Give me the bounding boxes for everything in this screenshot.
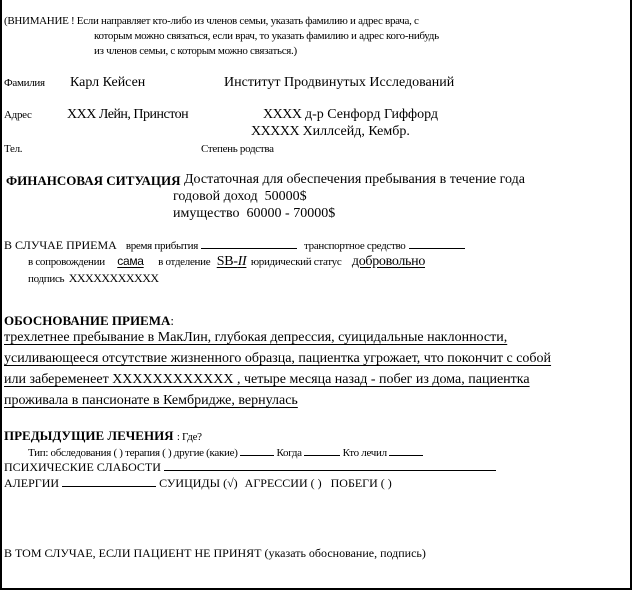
- institution-value: Институт Продвинутых Исследований: [224, 75, 455, 90]
- ward-value-prefix: SB-: [216, 254, 238, 269]
- transport-field[interactable]: [409, 238, 465, 249]
- treatment-type-row: [28, 445, 423, 459]
- signature-value: XXXXXXXXXXX: [68, 271, 159, 285]
- surname-label: Фамилия: [4, 77, 45, 89]
- reason-line-2: [4, 348, 594, 369]
- notice-line-2: которым можно связаться, если врач, то указать фамилию и адрес кого-нибудь: [94, 30, 439, 42]
- treatment-other-field[interactable]: [240, 445, 274, 456]
- phone-label: Тел.: [4, 143, 23, 155]
- where-label: : Где?: [176, 431, 202, 443]
- treatment-who-field[interactable]: [389, 445, 423, 456]
- reason-line-1: [4, 327, 594, 348]
- admission-row-3: [28, 272, 159, 285]
- legal-status-value[interactable]: добровольно: [351, 254, 426, 269]
- mental-weakness-row: [4, 460, 496, 473]
- contact-address-city: Хиллсейд, Кембр.: [302, 124, 410, 139]
- relation-label: Степень родства: [201, 143, 274, 155]
- assets-row: [173, 207, 335, 221]
- treatment-who-label: Кто лечил: [342, 447, 387, 459]
- ward-value-suffix: II: [237, 254, 247, 269]
- reason-heading: [4, 314, 174, 327]
- arrival-time-label: время прибытия: [125, 240, 198, 252]
- notice-line-3: из членов семьи, с которым можно связаться.): [94, 45, 297, 57]
- treatment-when-field[interactable]: [304, 445, 340, 456]
- reason-label: ОБОСНОВАНИЕ ПРИЕМА: [4, 313, 171, 328]
- surname-value: Карл Кейсен: [70, 75, 146, 90]
- previous-treatment-label: ПРЕДЫДУЩИЕ ЛЕЧЕНИЯ: [4, 428, 174, 443]
- suicide-label: СУИЦИДЫ (: [159, 476, 228, 490]
- admission-row-2: [28, 255, 425, 269]
- income-row: [173, 190, 307, 204]
- reason-line-2-text: усиливающееся отсутствие жизненного образца, пациентка угрожает, что покончит с собой: [4, 351, 552, 366]
- admission-row-1: [4, 238, 465, 252]
- treatment-when-label: Когда: [276, 447, 302, 459]
- arrival-time-field[interactable]: [201, 238, 297, 249]
- contact-address-line-1: [263, 108, 438, 122]
- ward-value[interactable]: [217, 254, 247, 269]
- income-value: 50000$: [264, 189, 307, 204]
- financial-label: ФИНАНСОВАЯ СИТУАЦИЯ: [6, 173, 181, 188]
- signature-label: подпись: [28, 273, 65, 285]
- reason-line-4: [4, 390, 594, 411]
- financial-summary: Достаточная для обеспечения пребывания в течение года: [184, 172, 525, 187]
- escapes-label[interactable]: ПОБЕГИ ( ): [330, 476, 392, 490]
- previous-treatment-heading: [4, 429, 202, 443]
- assets-value: 60000 - 70000$: [246, 206, 336, 221]
- allergies-field[interactable]: [62, 476, 156, 487]
- reason-line-1-text: трехлетнее пребывание в МакЛин, глубокая депрессия, суицидальные наклонности,: [4, 330, 508, 345]
- reason-line-3: [4, 369, 594, 390]
- allergies-label: АЛЕРГИИ: [4, 476, 60, 490]
- admission-label: В СЛУЧАЕ ПРИЕМА: [4, 238, 117, 252]
- address-label: Адрес: [4, 109, 32, 121]
- rejection-label: В ТОМ СЛУЧАЕ, ЕСЛИ ПАЦИЕНТ НЕ ПРИНЯТ (указать обоснование, подпись): [4, 546, 426, 560]
- aggression-label[interactable]: АГРЕССИИ ( ): [244, 476, 322, 490]
- legal-status-label: юридический статус: [250, 256, 342, 268]
- accompanied-value[interactable]: сама: [117, 254, 144, 268]
- suicide-checkmark-icon[interactable]: √: [227, 476, 234, 490]
- reason-text: [4, 327, 594, 411]
- notice-line-1: (ВНИМАНИЕ ! Если направляет кто-либо из членов семьи, указать фамилию и адрес врача, с: [4, 15, 419, 27]
- contact-address-line-2: [251, 125, 410, 139]
- mental-weakness-field[interactable]: [164, 460, 496, 471]
- ward-label: в отделение: [158, 256, 211, 268]
- accompanied-label: в сопровождении: [28, 256, 105, 268]
- contact-address-number: XXXX: [263, 107, 302, 122]
- contact-address-name: д-р Сенфорд Гиффорд: [304, 107, 439, 122]
- history-flags-row: [4, 476, 392, 489]
- reason-line-4-text: проживала в пансионате в Кембридже, вернулась: [4, 393, 298, 408]
- mental-weakness-label: ПСИХИЧЕСКИЕ СЛАБОСТИ: [4, 460, 161, 474]
- address-value-text: XXX Лейн, Принстон: [67, 107, 189, 122]
- income-label: годовой доход: [173, 189, 258, 204]
- contact-address-zip: XXXXX: [251, 124, 300, 139]
- transport-label: транспортное средство: [303, 240, 406, 252]
- reason-colon: :: [170, 313, 175, 328]
- address-value: [67, 108, 188, 122]
- suicide-close: ): [233, 476, 238, 490]
- assets-label: имущество: [173, 206, 240, 221]
- reason-line-3-text: или забеременеет XXXXXXXXXXXX , четыре месяца назад - побег из дома, пациентка: [4, 372, 530, 387]
- treatment-type-label: Тип: обследования ( ) терапия ( ) другие (какие): [28, 447, 238, 459]
